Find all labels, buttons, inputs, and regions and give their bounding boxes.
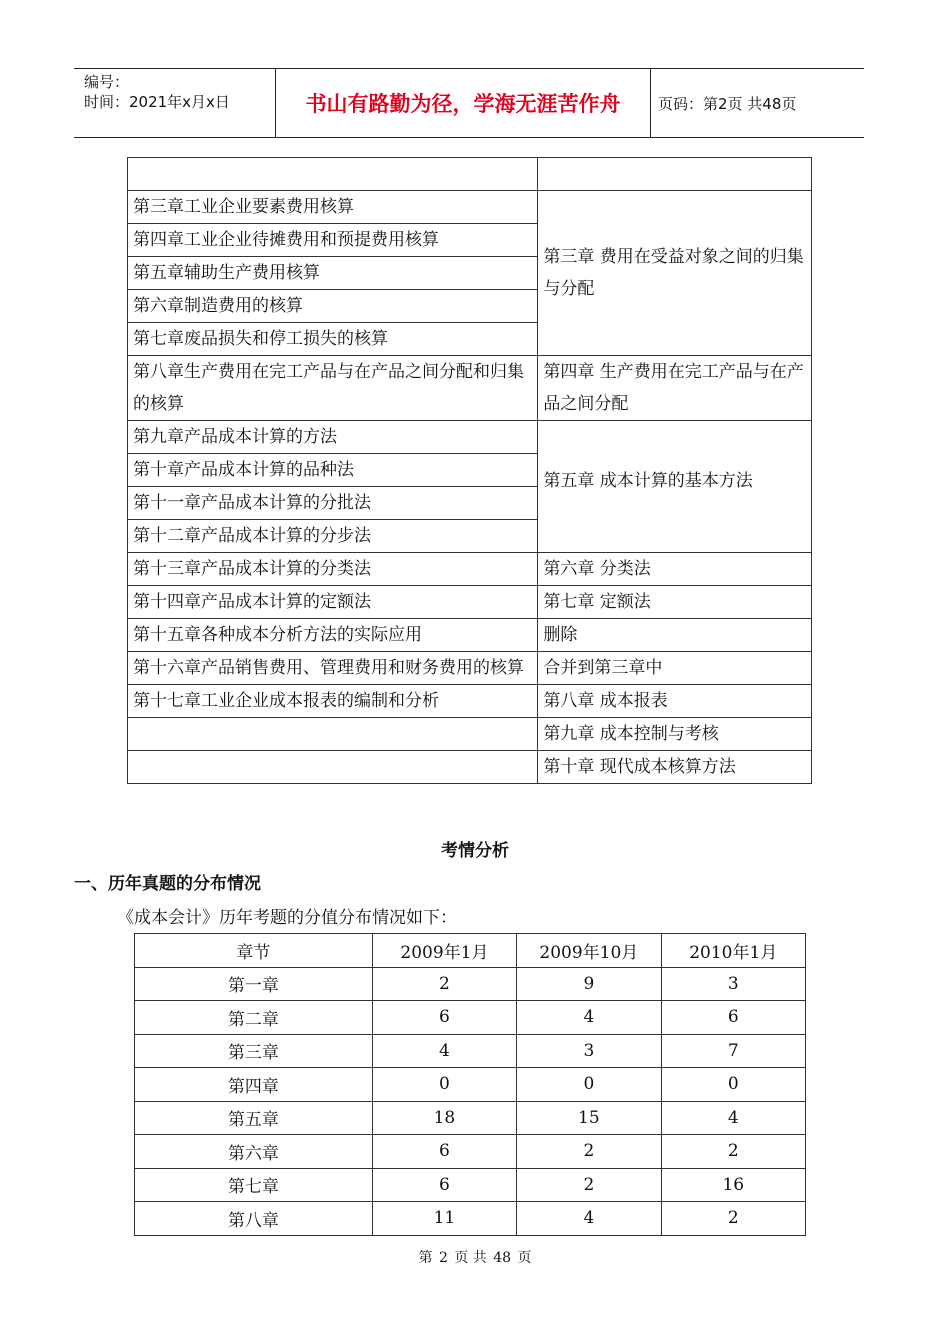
chapter-cell: 第七章: [135, 1168, 373, 1202]
score-cell: 2: [517, 1168, 661, 1202]
score-cell: 7: [661, 1034, 805, 1068]
old-chapter-cell: 第七章废品损失和停工损失的核算: [128, 323, 538, 356]
section-title: 考情分析: [441, 841, 509, 861]
column-header: 2009年10月: [517, 934, 661, 968]
score-cell: 4: [661, 1101, 805, 1135]
old-chapter-cell: 第九章产品成本计算的方法: [128, 421, 538, 454]
table-row: [128, 652, 812, 685]
intro-text: 《成本会计》历年考题的分值分布情况如下：: [117, 908, 457, 928]
chapter-cell: 第八章: [135, 1202, 373, 1236]
score-cell: 6: [661, 1001, 805, 1035]
old-chapter-cell: 第八章生产费用在完工产品与在产品之间分配和归集的核算: [128, 356, 538, 421]
score-cell: 16: [661, 1168, 805, 1202]
score-cell: 15: [517, 1101, 661, 1135]
score-cell: 2: [517, 1135, 661, 1169]
score-cell: 2: [372, 967, 516, 1001]
table-row: [128, 718, 812, 751]
old-chapter-cell: 第十三章产品成本计算的分类法: [128, 553, 538, 586]
score-cell: 2: [661, 1202, 805, 1236]
page-header: [74, 68, 864, 138]
table-row: [135, 1135, 806, 1169]
header-page-info: 页码：第2页 共48页: [658, 94, 797, 113]
chapter-mapping-table: [127, 157, 812, 784]
score-cell: 4: [372, 1034, 516, 1068]
table-row: [128, 751, 812, 784]
table-header-row: [135, 934, 806, 968]
old-chapter-cell: 第四章工业企业待摊费用和预提费用核算: [128, 224, 538, 257]
chapter-cell: 第五章: [135, 1101, 373, 1135]
old-chapter-cell: 第十五章各种成本分析方法的实际应用: [128, 619, 538, 652]
table-row: [128, 158, 812, 191]
new-chapter-cell: 第四章 生产费用在完工产品与在产品之间分配: [538, 356, 812, 421]
new-chapter-cell: 第八章 成本报表: [538, 685, 812, 718]
old-chapter-cell: 第十二章产品成本计算的分步法: [128, 520, 538, 553]
old-chapter-cell: [128, 751, 538, 784]
table-row: [128, 421, 812, 454]
old-chapter-cell: 第五章辅助生产费用核算: [128, 257, 538, 290]
chapter-cell: 第六章: [135, 1135, 373, 1169]
new-chapter-merged-cell: 第三章 费用在受益对象之间的归集与分配: [538, 191, 812, 356]
chapter-cell: 第二章: [135, 1001, 373, 1035]
new-chapter-cell: 第九章 成本控制与考核: [538, 718, 812, 751]
chapter-cell: 第一章: [135, 967, 373, 1001]
page-footer: [0, 1247, 950, 1267]
new-chapter-cell: 合并到第三章中: [538, 652, 812, 685]
header-left: [74, 69, 275, 137]
footer-total-pages: 48: [493, 1250, 512, 1266]
score-cell: 4: [517, 1001, 661, 1035]
score-cell: 9: [517, 967, 661, 1001]
chapter-cell: 第三章: [135, 1034, 373, 1068]
time-label: 时间：2021年x月x日: [84, 93, 230, 111]
table-row: [128, 191, 812, 224]
old-chapter-cell: 第三章工业企业要素费用核算: [128, 191, 538, 224]
score-cell: 6: [372, 1168, 516, 1202]
new-chapter-cell: 第十章 现代成本核算方法: [538, 751, 812, 784]
score-cell: 3: [661, 967, 805, 1001]
score-cell: 0: [661, 1068, 805, 1102]
score-cell: 0: [517, 1068, 661, 1102]
old-chapter-cell: 第六章制造费用的核算: [128, 290, 538, 323]
new-chapter-cell: 删除: [538, 619, 812, 652]
column-header: 2010年1月: [661, 934, 805, 968]
table-row: [135, 1101, 806, 1135]
header-motto: 书山有路勤为径，学海无涯苦作舟: [275, 69, 651, 137]
footer-prefix: 第: [418, 1250, 433, 1266]
score-cell: 6: [372, 1001, 516, 1035]
score-cell: 11: [372, 1202, 516, 1236]
table-row: [128, 356, 812, 421]
new-chapter-merged-cell: 第五章 成本计算的基本方法: [538, 421, 812, 553]
old-chapter-cell: 第十一章产品成本计算的分批法: [128, 487, 538, 520]
old-chapter-cell: 第十六章产品销售费用、管理费用和财务费用的核算: [128, 652, 538, 685]
column-header: 2009年1月: [372, 934, 516, 968]
score-cell: 0: [372, 1068, 516, 1102]
table-row: [128, 685, 812, 718]
old-chapter-cell: 第十七章工业企业成本报表的编制和分析: [128, 685, 538, 718]
table-row: [128, 586, 812, 619]
chapter-cell: 第四章: [135, 1068, 373, 1102]
footer-page-number: 2: [438, 1250, 448, 1266]
old-chapter-cell: 第十章产品成本计算的品种法: [128, 454, 538, 487]
new-chapter-cell: [538, 158, 812, 191]
table-row: [135, 1001, 806, 1035]
score-distribution-table: [134, 933, 806, 1236]
table-row: [135, 1034, 806, 1068]
table-row: [135, 1168, 806, 1202]
old-chapter-cell: [128, 718, 538, 751]
column-header: 章节: [135, 934, 373, 968]
old-chapter-cell: [128, 158, 538, 191]
table-row: [128, 553, 812, 586]
score-cell: 6: [372, 1135, 516, 1169]
score-cell: 2: [661, 1135, 805, 1169]
serial-label: 编号：: [84, 73, 130, 91]
table-row: [128, 619, 812, 652]
old-chapter-cell: 第十四章产品成本计算的定额法: [128, 586, 538, 619]
footer-suffix: 页: [517, 1250, 532, 1266]
new-chapter-cell: 第六章 分类法: [538, 553, 812, 586]
score-cell: 3: [517, 1034, 661, 1068]
table-row: [135, 1068, 806, 1102]
score-cell: 4: [517, 1202, 661, 1236]
table-row: [135, 1202, 806, 1236]
table-row: [135, 967, 806, 1001]
new-chapter-cell: 第七章 定额法: [538, 586, 812, 619]
heading-1: 一、历年真题的分布情况: [74, 874, 261, 894]
footer-mid: 页 共: [454, 1250, 487, 1266]
score-cell: 18: [372, 1101, 516, 1135]
